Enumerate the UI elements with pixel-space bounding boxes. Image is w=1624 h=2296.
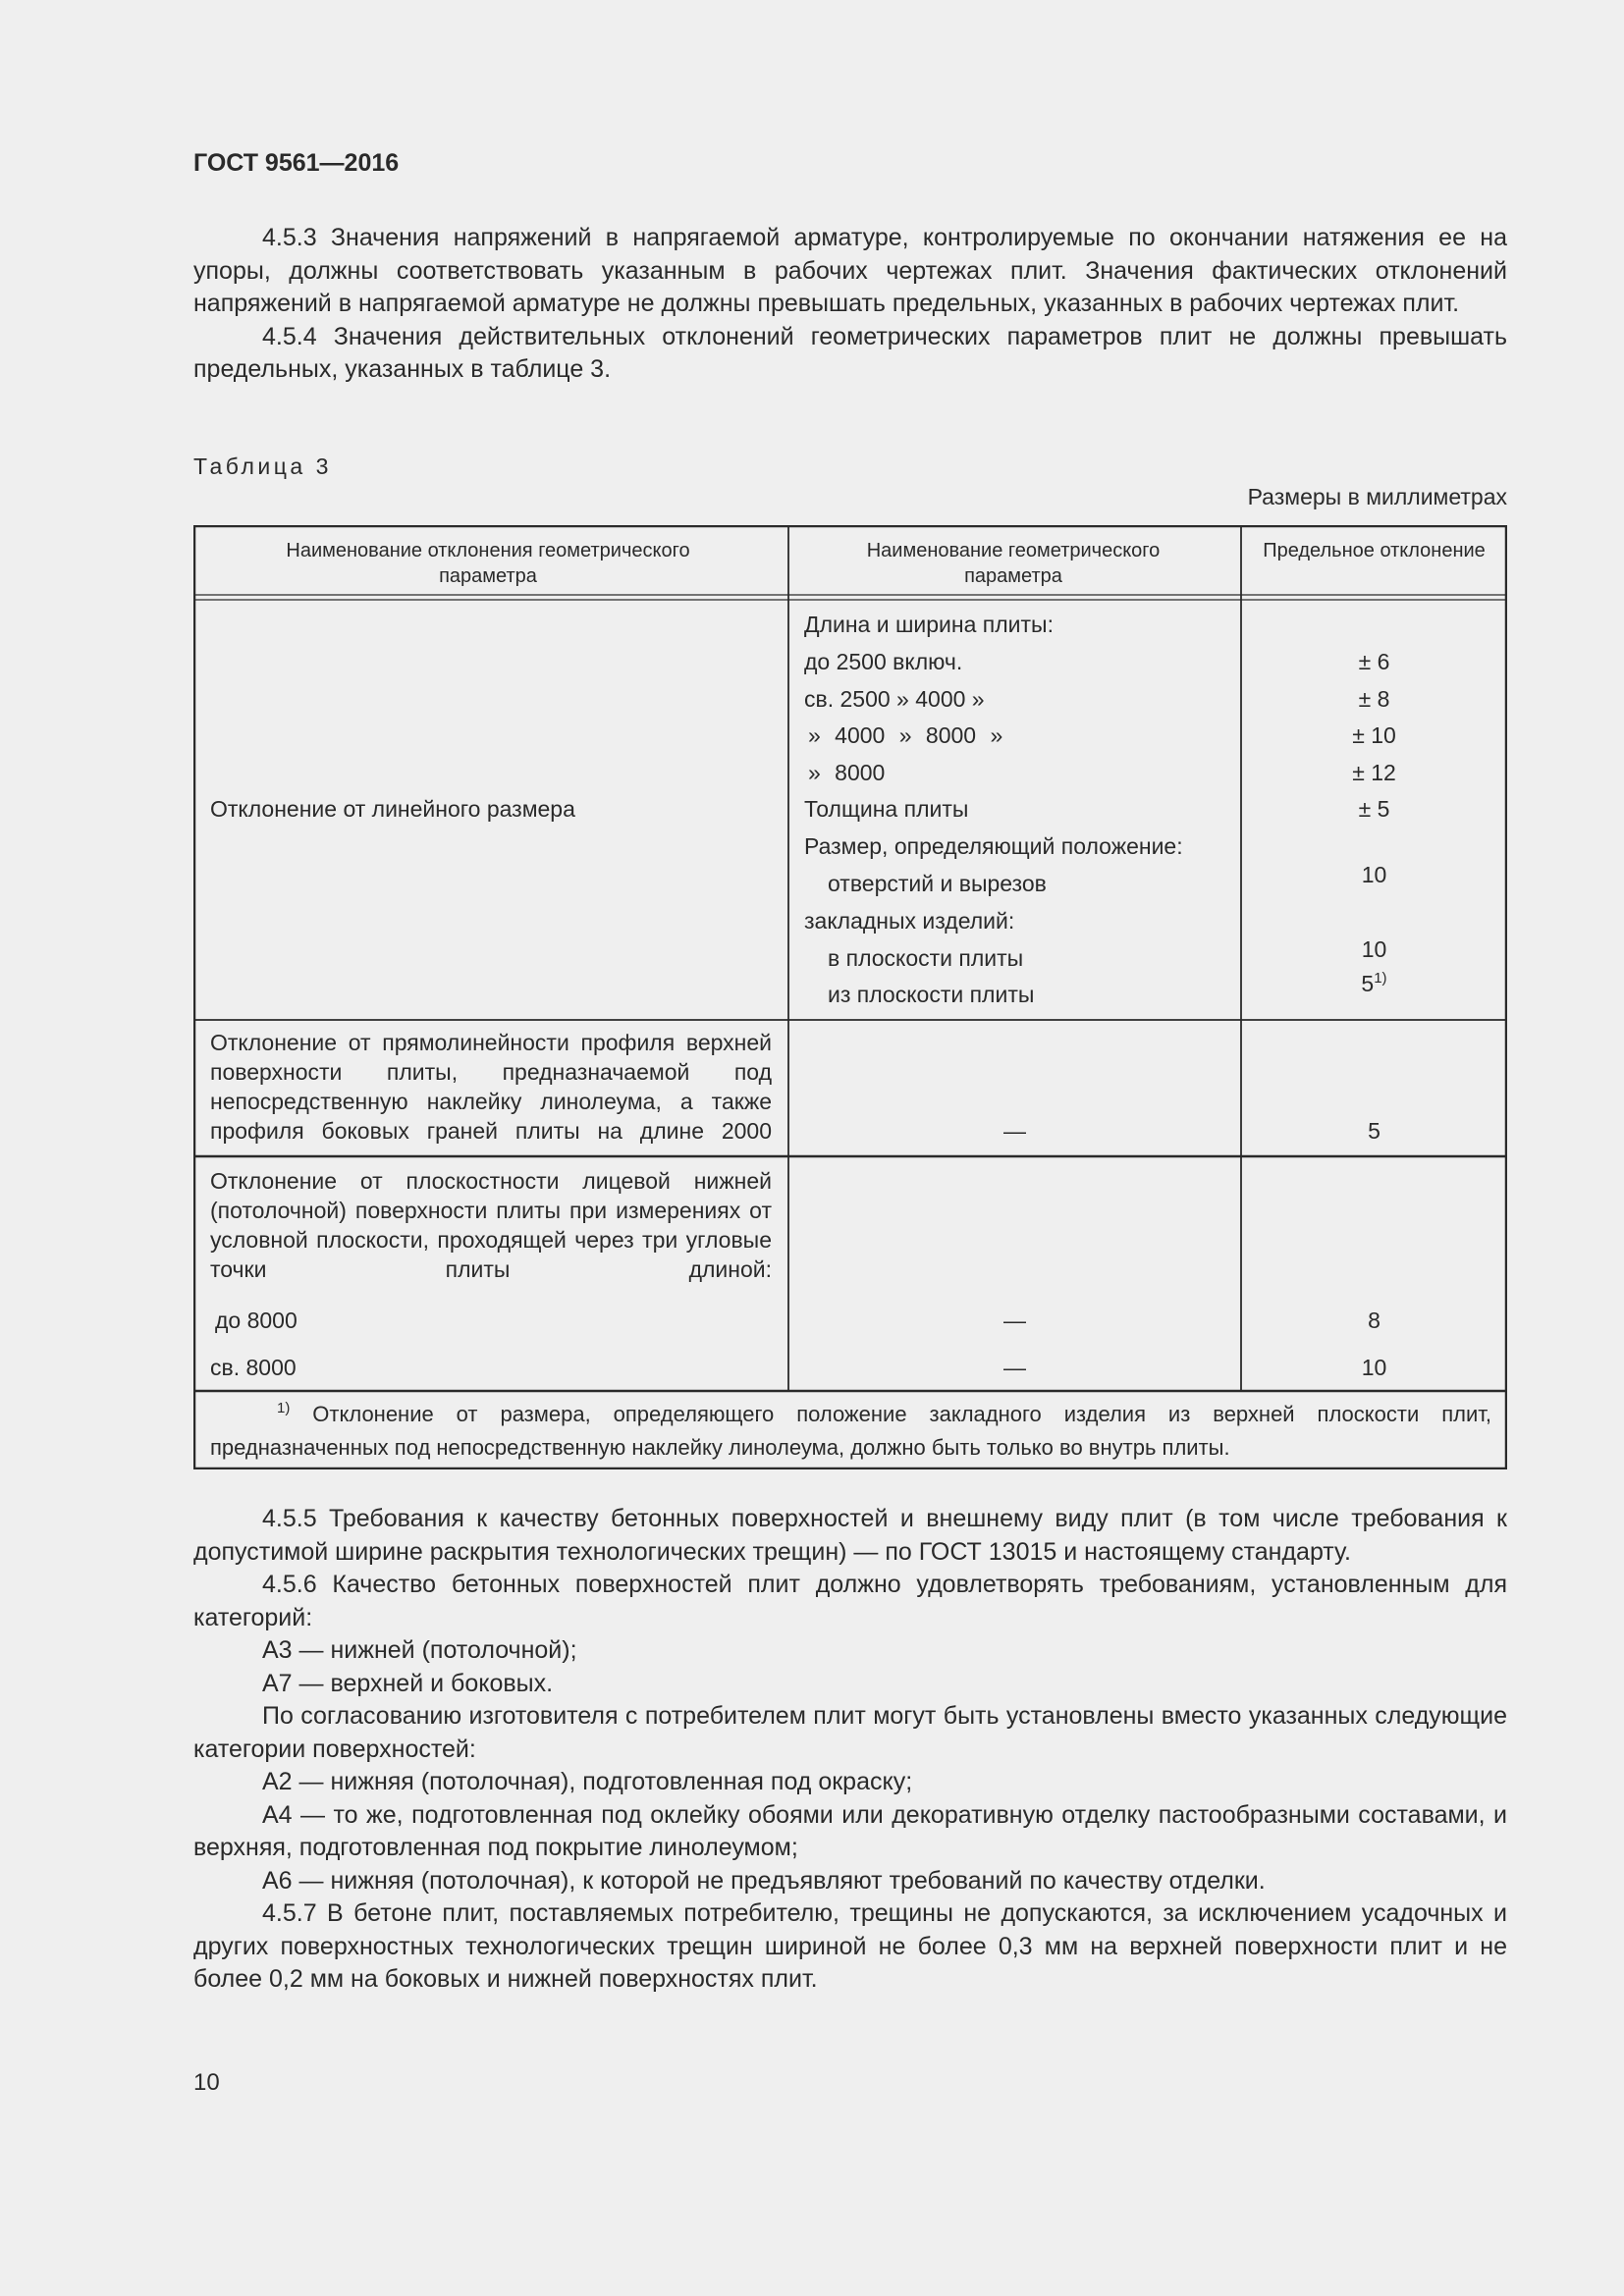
footnote-ref: 1) — [1374, 970, 1387, 987]
category-item: А4 — то же, подготовленная под оклейку обоями или декоративную отделку пастообразными составами, и верхняя, подготовленная под покрытие линолеумом; — [193, 1800, 1507, 1861]
group3-row-name: св. 8000 — [210, 1355, 297, 1380]
group2-value: 5 — [1368, 1118, 1380, 1144]
value-cell: ± 6 — [1358, 649, 1390, 674]
footnote-text: Отклонение от размера, определяющего положение закладного изделия из верхней плоскости плит, предназначенных под непосредственную наклейку линолеума, должно быть только во внутрь плиты. — [210, 1402, 1491, 1460]
category-item: А7 — верхней и боковых. — [262, 1669, 554, 1697]
header-limit-deviation: Предельное отклонение — [1263, 540, 1486, 561]
value-cell: ± 8 — [1358, 686, 1390, 712]
intro-text — [193, 222, 1507, 387]
group3-row-param: — — [1003, 1308, 1026, 1333]
value-cell: 10 — [1361, 936, 1387, 962]
footnote-mark: 1) — [277, 1400, 291, 1416]
param-cell: Длина и ширина плиты: — [804, 612, 1054, 637]
param-cell: Толщина плиты — [804, 796, 969, 822]
param-cell: из плоскости плиты — [828, 982, 1035, 1007]
paragraph-agreement: По согласованию изготовителя с потребителем плит могут быть установлены вместо указанных следующие категории поверхностей: — [193, 1702, 1507, 1763]
value-cell: 10 — [1361, 862, 1387, 887]
value-cell-with-note — [1241, 969, 1507, 1002]
group3-row-value: 8 — [1368, 1308, 1380, 1333]
header-parameter-name: Наименование геометрического параметра — [866, 540, 1161, 587]
group1-deviation-name: Отклонение от линейного размера — [210, 796, 575, 822]
value-text: 5 — [1361, 971, 1375, 996]
header-deviation-name: Наименование отклонения геометрического параметра — [286, 540, 690, 587]
table-units: Размеры в миллиметрах — [1247, 484, 1507, 509]
category-item: А3 — нижней (потолочной); — [262, 1636, 577, 1664]
param-cell: в плоскости плиты — [828, 945, 1024, 971]
page-number: 10 — [193, 2069, 220, 2096]
category-item: А2 — нижняя (потолочная), подготовленная под окраску; — [262, 1768, 913, 1795]
group3-deviation-name: Отклонение от плоскостности лицевой нижней (потолочной) поверхности плиты при измерениях от условной плоскости, проходящей через три угловые точки плиты длиной: — [210, 1168, 772, 1282]
paragraph-4-5-6: 4.5.6 Качество бетонных поверхностей плит должно удовлетворять требованиям, установленным для категорий: — [193, 1571, 1507, 1631]
param-cell: отверстий и вырезов — [828, 871, 1047, 896]
group3-row-param: — — [1003, 1355, 1026, 1380]
paragraph-4-5-4: 4.5.4 Значения действительных отклонений геометрических параметров плит не должны превышать предельных, указанных в таблице 3. — [193, 322, 1507, 383]
value-cell: ± 5 — [1358, 796, 1390, 822]
value-cell: ± 10 — [1352, 722, 1396, 748]
param-cell: Размер, определяющий положение: — [804, 833, 1183, 859]
group2-deviation-name: Отклонение от прямолинейности профиля верхней поверхности плиты, предназначаемой под непосредственную наклейку линолеума, а также профиля боковых граней плиты на длине 2000 — [210, 1030, 772, 1144]
table-footnote — [210, 1399, 1491, 1463]
param-cell: закладных изделий: — [804, 908, 1015, 934]
group3-row-name: до 8000 — [215, 1308, 298, 1333]
document-header: ГОСТ 9561—2016 — [193, 149, 400, 177]
param-cell: св. 2500 » 4000 » — [804, 686, 985, 712]
paragraph-4-5-3: 4.5.3 Значения напряжений в напрягаемой арматуре, контролируемые по окончании натяжения ее на упоры, должны соответствовать указанным в рабочих чертежах плит. Значения фактических отклонений напряжений в напрягаемой арматуре не должны превышать предельных, указанных в рабочих чертежах плит. — [193, 224, 1507, 317]
table-caption: Таблица 3 — [193, 454, 332, 479]
paragraph-4-5-5: 4.5.5 Требования к качеству бетонных поверхностей и внешнему виду плит (в том числе требования к допустимой ширине раскрытия технологических трещин) — по ГОСТ 13015 и настоящему стандарту. — [193, 1505, 1507, 1566]
group3-row-value: 10 — [1361, 1355, 1387, 1380]
table-3 — [193, 525, 1507, 1469]
value-cell: ± 12 — [1352, 760, 1396, 785]
outro-text — [193, 1503, 1507, 1997]
param-cell: » 4000 » 8000 » — [808, 722, 1003, 748]
group2-param: — — [1003, 1118, 1026, 1144]
param-cell: » 8000 — [808, 760, 886, 785]
param-cell: до 2500 включ. — [804, 649, 963, 674]
category-item: А6 — нижняя (потолочная), к которой не предъявляют требований по качеству отделки. — [262, 1866, 1266, 1895]
paragraph-4-5-7: 4.5.7 В бетоне плит, поставляемых потребителю, трещины не допускаются, за исключением усадочных и других поверхностных технологических трещин шириной не более 0,3 мм на верхней поверхности плит и не более 0,2 мм на боковых и нижней поверхностях плит. — [193, 1899, 1507, 1993]
